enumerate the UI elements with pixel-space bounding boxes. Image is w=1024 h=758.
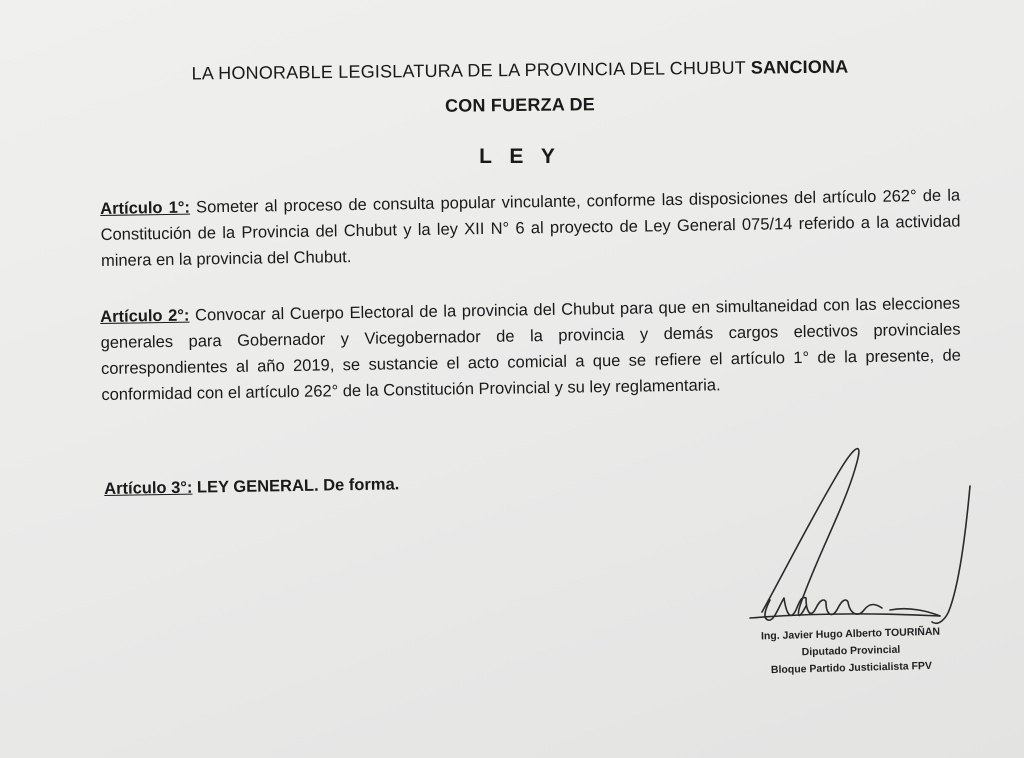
article-3-text: LEY GENERAL. De forma. (192, 475, 400, 497)
article-1-label: Artículo 1°: (100, 198, 191, 218)
article-3-label: Artículo 3°: (104, 478, 193, 498)
article-2-label: Artículo 2°: (100, 306, 190, 326)
heading-line2: CON FUERZA DE (444, 94, 596, 116)
document-title: L E Y (479, 145, 561, 168)
signer-name: Ing. Javier Hugo Alberto TOURIÑAN (760, 625, 941, 643)
legislature-heading (60, 55, 980, 86)
signature-block (735, 623, 966, 680)
handwritten-signature (740, 430, 990, 650)
signer-bloc: Bloque Partido Justicialista FPV (770, 659, 933, 677)
article-1-text: Someter al proceso de consulta popular vinculante, conforme las disposiciones del artículo 262° de la Constitución de la Provincia del Chubut y la ley XII N° 6 al proyecto de Ley General 075/14 referido a la actividad minera en la provincia del Chubut. (100, 186, 961, 270)
heading-line1-bold: SANCIONA (750, 56, 849, 78)
article-2 (100, 290, 962, 407)
article-2-text: Convocar al Cuerpo Electoral de la provincia del Chubut para que en simultaneidad con las elecciones generales para Gobernador y Vicegobernador de la provincia y demás cargos electivos provinciales correspondientes al año 2019, se sustancie el acto comicial a que se refiere el artículo 1° de la presente, de conformidad con el artículo 262° de la Constitución Provincial y su ley reglamentaria. (100, 294, 962, 404)
signer-role: Diputado Provincial (801, 643, 901, 659)
article-1 (100, 182, 961, 273)
heading-line1-text: LA HONORABLE LEGISLATURA DE LA PROVINCIA DEL CHUBUT (191, 57, 746, 84)
